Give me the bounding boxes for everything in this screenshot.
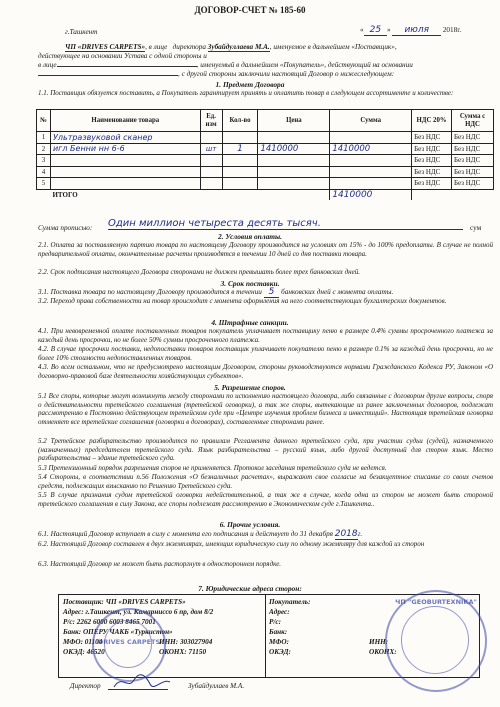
cell-vat: Без НДС — [412, 132, 452, 144]
buyer-stamp — [385, 590, 487, 692]
clause-3-2: 3.2. Переход права собственности на товар происходит с момента оформления на него соответствующих бухгалтерских документов. — [38, 297, 447, 305]
table-row — [37, 132, 494, 144]
cell-unit — [200, 132, 222, 144]
table-row — [37, 178, 494, 190]
col-header-qty: Кол-во — [222, 110, 258, 132]
cell-name — [50, 178, 200, 190]
cell-sum — [330, 166, 412, 178]
sum-words-value: Один миллион четыреста десять тысяч. — [108, 218, 463, 230]
cell-vat: Без НДС — [412, 155, 452, 167]
sum-words-label: Сумма прописью: — [38, 224, 93, 232]
buyer-address: Адрес: — [269, 608, 290, 616]
cell-total: Без НДС — [452, 143, 494, 155]
total-value: 1410000 — [330, 189, 412, 200]
col-header-unit: Ед. изм — [200, 110, 222, 132]
cell-number: 3 — [37, 155, 51, 167]
cell-price — [258, 132, 330, 144]
cell-price — [258, 166, 330, 178]
director-signature — [112, 672, 172, 692]
supplier-mfo: МФО: 01104 — [63, 638, 103, 646]
document-title: ДОГОВОР-СЧЕТ № 185-60 — [194, 5, 306, 15]
cell-price: 1410000 — [258, 143, 330, 155]
preamble-line-4 — [38, 70, 394, 79]
preamble-text: , в лице — [145, 43, 168, 51]
clause-6-3: 6.3. Настоящий Договор не может быть расторгнут в одностороннем порядке. — [38, 560, 282, 568]
buyer-mfo: МФО: — [269, 638, 289, 646]
clause-4-2: 4.2. В случае просрочки поставки, недопоставки товаров поставщик уплачивает покупателю пеню в размере 0.1% за каждый день просрочки, но не более 10% стоимости недопоставленных товаров. — [38, 345, 493, 362]
sum-words-currency: сум — [470, 224, 482, 232]
buyer-stamp-text: ЧП "GEOBURTEXNIKA" — [395, 598, 477, 606]
clause-text: банковских дней с момента оплаты. — [281, 288, 394, 296]
cell-price — [258, 178, 330, 190]
cell-name — [50, 166, 200, 178]
col-header-number: № — [37, 110, 51, 132]
date-year: 2018г. — [442, 26, 462, 34]
clause-5-2: 5.2 Третейское разбирательство производится по правилам Регламента данного третейского суда, при участии судьи (судей), назначенного (назначенных) председателем третейского суда. Язык разбирательства – русский язык, либо другой доступный для сторон язык. Место разбирательства – здание третейского суда. — [38, 437, 493, 463]
table-row — [37, 143, 494, 155]
col-header-name: Наименование товара — [50, 110, 200, 132]
cell-unit: шт — [200, 143, 222, 155]
items-table — [36, 109, 494, 200]
cell-vat: Без НДС — [412, 143, 452, 155]
buyer-inn: ИНН: — [369, 638, 389, 646]
validity-year: 2018 — [334, 529, 358, 539]
cell-sum — [330, 178, 412, 190]
buyer-oked: ОКЭД: — [269, 648, 291, 656]
preamble-text: , именуемый в дальнейшем «Покупатель», действующий на основании — [196, 61, 413, 69]
section-6-heading: 6. Прочие условия. — [219, 520, 281, 529]
cell-name: игл Бенни нн 6-6 — [50, 143, 200, 155]
cell-number: 4 — [37, 166, 51, 178]
date-day: 25 — [364, 25, 387, 36]
cell-unit — [200, 178, 222, 190]
clause-text: 6.1. Настоящий Договор вступает в силу с момента его подписания и действует до 31 декабря — [38, 530, 333, 538]
supplier-stamp-text: DRIVES CARPETS — [97, 638, 161, 646]
total-label: ИТОГО — [52, 190, 78, 199]
buyer-title: Покупатель: — [269, 598, 311, 606]
clause-5-4: 5.4 Стороны, в соответствии п.56 Положения «О безналичных расчетах», выражают свое согласие на безакцептное списание со своих счетов средств, подлежащих взысканию по Решению Третейского суда. — [38, 473, 493, 490]
cell-sum — [330, 155, 412, 167]
date-month: июля — [392, 25, 441, 36]
table-total-row — [37, 189, 494, 200]
section-1-heading: 1. Предмет Договора — [215, 80, 285, 89]
supplier-oked: ОКЭД: 46520 — [63, 648, 105, 656]
clause-5-5: 5.5 В случае признания судом третейской оговорки недействительной, а так же в случае, когда одна из сторон не может быть стороной третейского соглашения в силу Закона, все споры подлежат рассмотрению в Экономическом суде г.Ташкента.. — [38, 491, 493, 508]
col-header-total: Сумма с НДС — [452, 110, 494, 132]
preamble-line-1 — [65, 43, 397, 52]
cell-total: Без НДС — [452, 178, 494, 190]
cell-total: Без НДС — [452, 132, 494, 144]
clause-4-3: 4.3. Во всем остальном, что не предусмотрено настоящим Договором, стороны руководствуются нормами Гражданского Кодекса РУ, Законом «О договорно-правовой базе деятельности хозяйствующих субъектов». — [38, 363, 493, 380]
section-5-heading: 5. Разрешение споров. — [214, 383, 286, 392]
date-quote-close: » — [387, 26, 391, 34]
clause-2-2: 2.2. Срок подписания настоящего Договора сторонами не должен превышать более трех банковских дней. — [38, 268, 360, 276]
director-label: Директор — [70, 682, 101, 690]
supplier-bank: Банк: ОПЕРУ ЧАКБ «Туркистон» — [63, 628, 173, 636]
cell-number: 5 — [37, 178, 51, 190]
cell-qty: 1 — [222, 143, 258, 155]
clause-6-1 — [38, 530, 362, 539]
clause-5-1: 5.1 Все споры, которые могут возникнуть между сторонами по исполнению настоящего договора, либо связанные с договором другие вопросы, споря о действительности третейского соглашения (третейской оговорки), а так же споры, вытекающие из ранее заключенных договоров, подлежат рассмотрению в Постоянно действующем третейском суде при «Центре изучения проблем бизнеса и инвестиций». Настоящая третейская оговорка отменяет все третейские соглашения (оговорки в договорах), составленные сторонами ранее. — [38, 392, 493, 426]
director-name: Зубайдуллаев М.А. — [188, 682, 245, 690]
supplier-address: Адрес: г.Ташкент, ул. Камарниссо 6 пр, дом 8/2 — [63, 608, 214, 616]
supplier-name: ЧП «DRIVES CARPETS» — [65, 43, 146, 51]
buyer-account: Р/с: — [269, 618, 281, 626]
city: г.Ташкент — [65, 28, 98, 36]
section-4-heading: 4. Штрафные санкции. — [211, 318, 289, 327]
cell-number: 1 — [37, 132, 51, 144]
addresses-divider — [265, 595, 266, 677]
col-header-vat: НДС 20% — [412, 110, 452, 132]
cell-price — [258, 155, 330, 167]
preamble-text: в лице — [38, 61, 57, 69]
cell-total: Без НДС — [452, 155, 494, 167]
supplier-title: Поставщик: ЧП «DRIVES CARPETS» — [63, 598, 186, 606]
clause-6-2: 6.2. Настоящий Договор составлен в двух экземплярах, имеющих юридическую силу по одному экземпляру для каждой из сторон — [38, 540, 425, 548]
cell-sum: 1410000 — [330, 143, 412, 155]
preamble-line-2: действующее на основании Устава с одной стороны и — [38, 52, 207, 60]
supplier-stamp — [92, 608, 166, 682]
table-row — [37, 155, 494, 167]
cell-name: Ультразвуковой сканер — [50, 132, 200, 144]
cell-total: Без НДС — [452, 166, 494, 178]
contract-date — [360, 26, 461, 35]
delivery-days: 5 — [264, 287, 280, 298]
preamble-text: директора — [172, 43, 206, 51]
buyer-okonh: ОКОНХ: — [369, 648, 397, 656]
table-row — [37, 166, 494, 178]
preamble-text: , именуемое в дальнейшем «Поставщик», — [269, 43, 397, 51]
clause-4-1: 4.1. При невовременной оплате поставленных товаров покупатель уплачивает поставщику пеню в размере 0.4% суммы просроченного платежа за каждый день просрочки, но не более 50% суммы просроченного платежа. — [38, 327, 493, 344]
cell-unit — [200, 155, 222, 167]
cell-number: 2 — [37, 143, 51, 155]
preamble-line-3 — [38, 61, 498, 70]
clause-text: г. — [357, 530, 363, 538]
cell-vat: Без НДС — [412, 178, 452, 190]
cell-qty — [222, 155, 258, 167]
clause-3-1 — [38, 288, 393, 297]
table-header-row — [37, 110, 494, 132]
cell-unit — [200, 166, 222, 178]
cell-qty — [222, 132, 258, 144]
cell-sum — [330, 132, 412, 144]
buyer-bank: Банк: — [269, 628, 288, 636]
clause-text: 3.1. Поставка товара по настоящему Договору производится в течении — [38, 288, 262, 296]
cell-qty — [222, 178, 258, 190]
cell-vat: Без НДС — [412, 166, 452, 178]
preamble-text: , с другой стороны заключили настоящий Договор о нижеследующем: — [178, 70, 395, 78]
section-2-heading: 2. Условия оплаты. — [217, 232, 283, 241]
date-quote-open: « — [360, 26, 364, 34]
section-7-heading: 7. Юридические адреса сторон: — [198, 584, 302, 593]
supplier-okonh: ОКОНХ: 71150 — [159, 648, 207, 656]
clause-2-1: 2.1. Оплата за поставляемую партию товара по настоящему Договору производится на условиях от 15% - до 100% предоплаты. В случае не полной предварительной оплаты, окончательные расчеты производятся в течении 10 дней со дня поставки товара. — [38, 241, 493, 258]
supplier-account: Р/с: 2262 6000 6003 8465 7001 — [63, 618, 156, 626]
cell-qty — [222, 166, 258, 178]
clause-5-3: 5.3 Претензионный порядок разрешения споров не применяется. Протокол заседания третейского суда не ведется. — [38, 464, 387, 472]
clause-1-1: 1.1. Поставщик обязуется поставить, а Покупатель гарантирует принять и оплатить товар в следующем ассортименте и количестве: — [38, 89, 454, 97]
supplier-inn: ИНН: 303027904 — [159, 638, 213, 646]
col-header-price: Цена — [258, 110, 330, 132]
supplier-director: Зубайдуллаева М.А. — [207, 43, 270, 51]
cell-name — [50, 155, 200, 167]
section-3-heading: 3. Срок поставки. — [220, 279, 280, 288]
col-header-sum: Сумма — [330, 110, 412, 132]
